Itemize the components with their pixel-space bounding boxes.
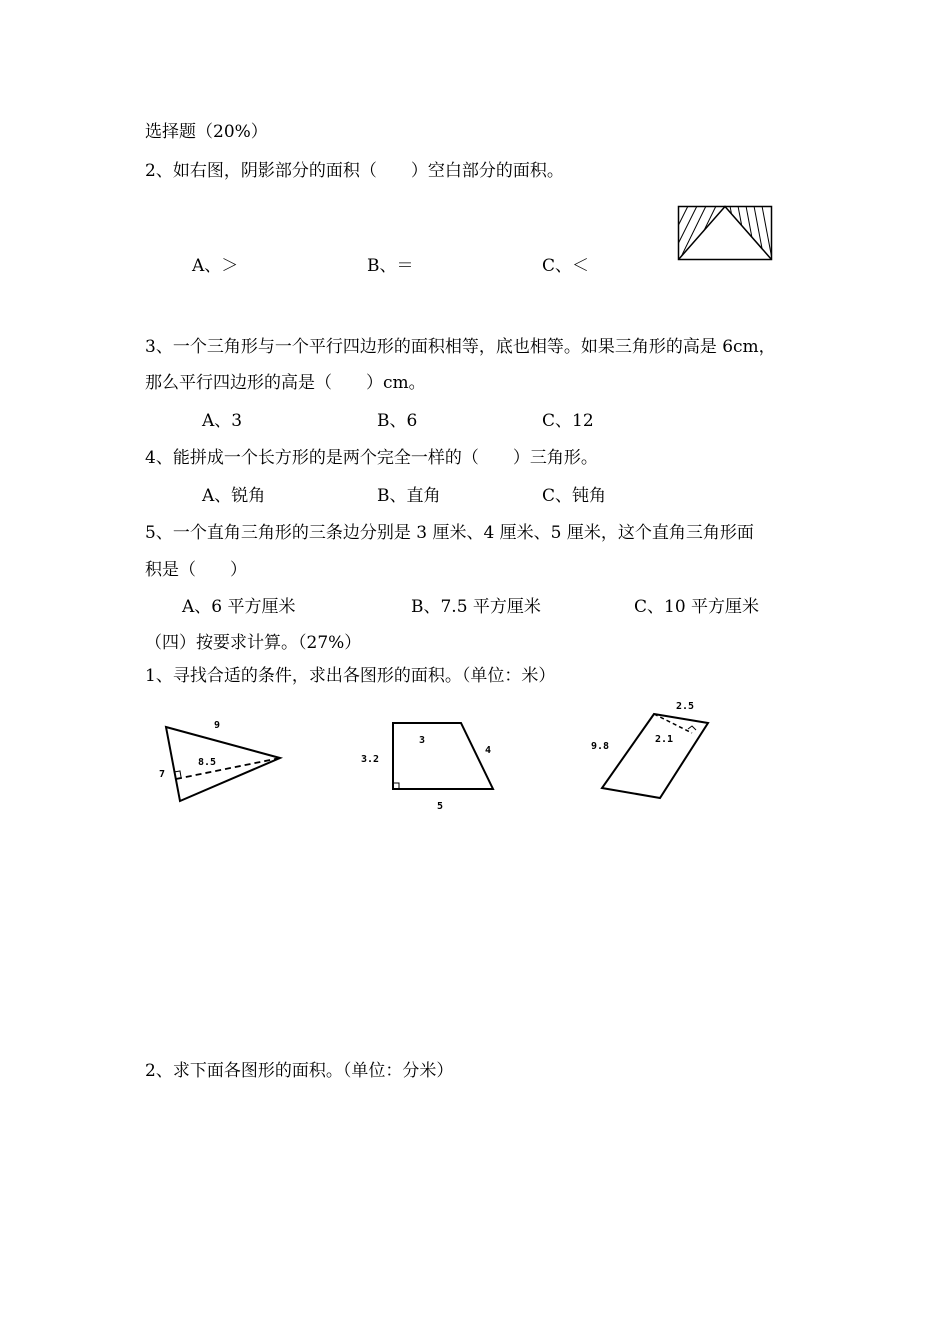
q5-option-b: B、7.5 平方厘米 xyxy=(411,597,541,617)
q5-option-c: C、10 平方厘米 xyxy=(634,597,760,617)
section-choice-title: 选择题（20%） xyxy=(145,122,268,142)
shaded-rectangle-figure xyxy=(678,206,772,260)
section-calc-title: （四）按要求计算。（27%） xyxy=(145,633,362,653)
question-5-line-2: 积是（ ） xyxy=(145,560,247,580)
q2-option-c: C、＜ xyxy=(542,256,590,276)
question-5-line-1: 5、一个直角三角形的三条边分别是 3 厘米、4 厘米、5 厘米，这个直角三角形面 xyxy=(145,523,754,543)
q4-option-c: C、钝角 xyxy=(542,486,607,506)
q2-option-a: A、＞ xyxy=(192,256,239,276)
parallelogram-height-label: 2.1 xyxy=(655,734,674,745)
triangle-middle-label: 8.5 xyxy=(198,757,217,768)
q3-option-c: C、12 xyxy=(542,411,594,431)
question-4-text: 4、能拼成一个长方形的是两个完全一样的（ ）三角形。 xyxy=(145,448,598,468)
trapezoid-right-label: 4 xyxy=(485,745,492,756)
q5-option-a: A、6 平方厘米 xyxy=(182,597,296,617)
question-3-line-1: 3、一个三角形与一个平行四边形的面积相等，底也相等。如果三角形的高是 6cm， xyxy=(145,337,776,357)
trapezoid-figure xyxy=(390,720,500,795)
trapezoid-left-label: 3.2 xyxy=(361,754,380,765)
calc-1-text: 1、寻找合适的条件，求出各图形的面积。（单位：米） xyxy=(145,666,556,686)
parallelogram-top-label: 2.5 xyxy=(676,701,695,712)
question-2-text: 2、如右图，阴影部分的面积（ ）空白部分的面积。 xyxy=(145,161,564,181)
q4-option-b: B、直角 xyxy=(377,486,441,506)
trapezoid-top-label: 3 xyxy=(419,735,426,746)
triangle-left-label: 7 xyxy=(159,769,166,780)
triangle-top-label: 9 xyxy=(214,720,221,731)
q3-option-b: B、6 xyxy=(377,411,418,431)
q3-option-a: A、3 xyxy=(202,411,243,431)
parallelogram-figure xyxy=(598,708,713,803)
parallelogram-left-label: 9.8 xyxy=(591,741,610,752)
question-3-line-2: 那么平行四边形的高是（ ）cm。 xyxy=(145,373,426,393)
q2-option-b: B、＝ xyxy=(367,256,414,276)
trapezoid-bottom-label: 5 xyxy=(437,801,444,812)
calc-2-text: 2、求下面各图形的面积。（单位：分米） xyxy=(145,1061,454,1081)
q4-option-a: A、锐角 xyxy=(202,486,266,506)
